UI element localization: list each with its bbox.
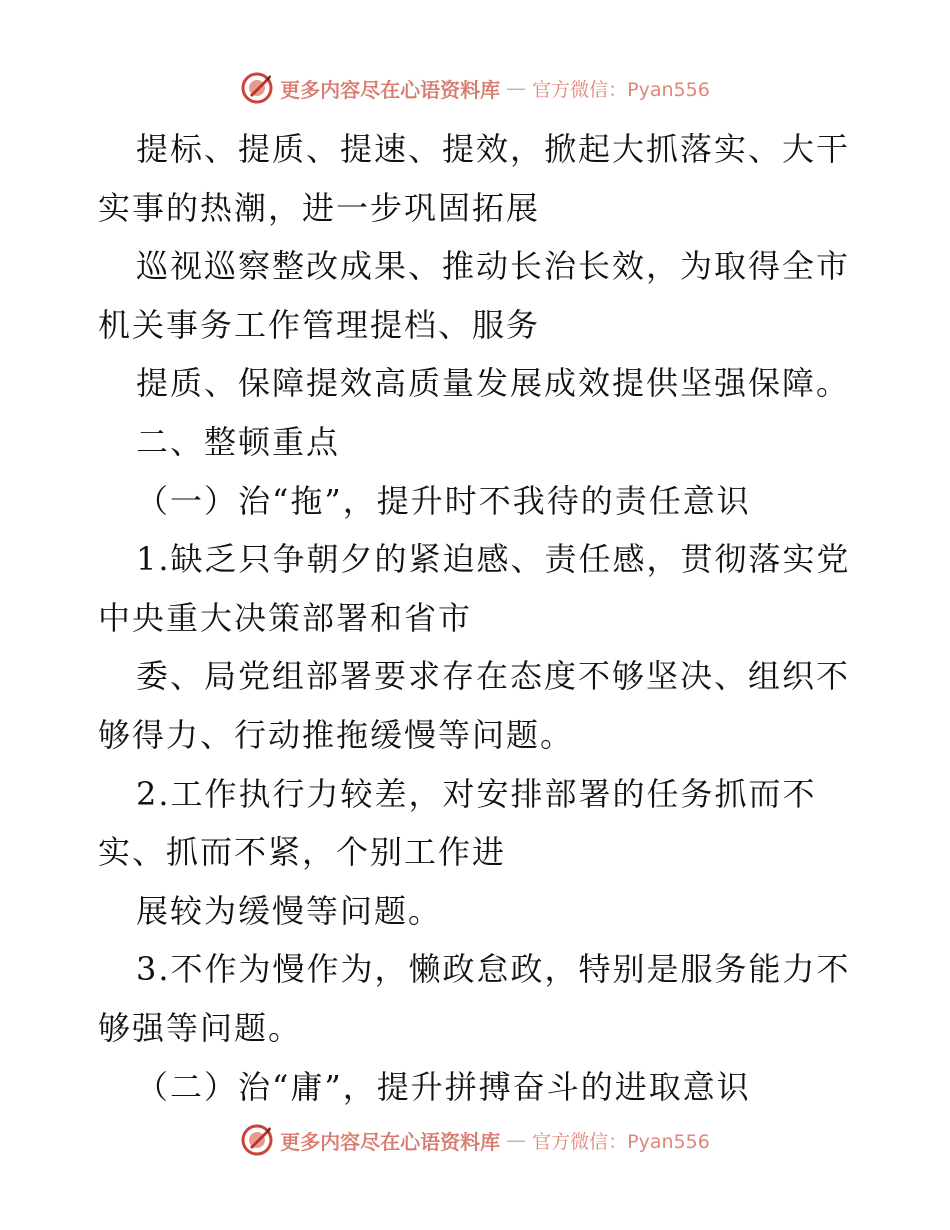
- text-line: 巡视巡察整改成果、推动长治长效，为取得全市: [136, 247, 851, 286]
- text-line: 实、抓而不紧，个别工作进: [98, 833, 507, 872]
- subsection-heading: （一）治“拖”，提升时不我待的责任意识: [136, 481, 751, 520]
- text-line: 委、局党组部署要求存在态度不够坚决、组织不: [136, 657, 851, 696]
- watermark-dash: —: [506, 1128, 527, 1152]
- brand-logo-icon: [240, 1123, 274, 1157]
- text-line: 提质、保障提效高质量发展成效提供坚强保障。: [136, 364, 851, 403]
- watermark-main-text: 更多内容尽在心语资料库: [280, 77, 501, 102]
- text-line: 展较为缓慢等问题。: [136, 891, 443, 930]
- watermark-wechat-text: 官方微信：Pyan556: [532, 78, 710, 101]
- text-line: 够强等问题。: [98, 1008, 303, 1047]
- text-line: 1.缺乏只争朝夕的紧迫感、责任感，贯彻落实党: [136, 540, 851, 579]
- text-line: 3.不作为慢作为，懒政怠政，特别是服务能力不: [136, 950, 851, 989]
- text-line: 提标、提质、提速、提效，掀起大抓落实、大干: [136, 130, 851, 168]
- footer-watermark: [0, 1120, 950, 1160]
- text-line: 够得力、行动推拖缓慢等问题。: [98, 715, 575, 754]
- watermark-wechat-text: 官方微信：Pyan556: [532, 1130, 710, 1153]
- text-line: 机关事务工作管理提档、服务: [98, 305, 541, 344]
- document-body: [98, 120, 858, 1116]
- section-heading: 二、整顿重点: [136, 422, 341, 461]
- text-line: 2.工作执行力较差，对安排部署的任务抓而不: [136, 774, 817, 813]
- header-watermark: [0, 68, 950, 108]
- brand-logo-icon: [240, 71, 274, 105]
- text-line: 实事的热潮，进一步巩固拓展: [98, 188, 541, 227]
- subsection-heading: （二）治“庸”，提升拼搏奋斗的进取意识: [136, 1067, 751, 1106]
- watermark-dash: —: [506, 76, 527, 100]
- watermark-main-text: 更多内容尽在心语资料库: [280, 1129, 501, 1154]
- text-line: 中央重大决策部署和省市: [98, 598, 473, 637]
